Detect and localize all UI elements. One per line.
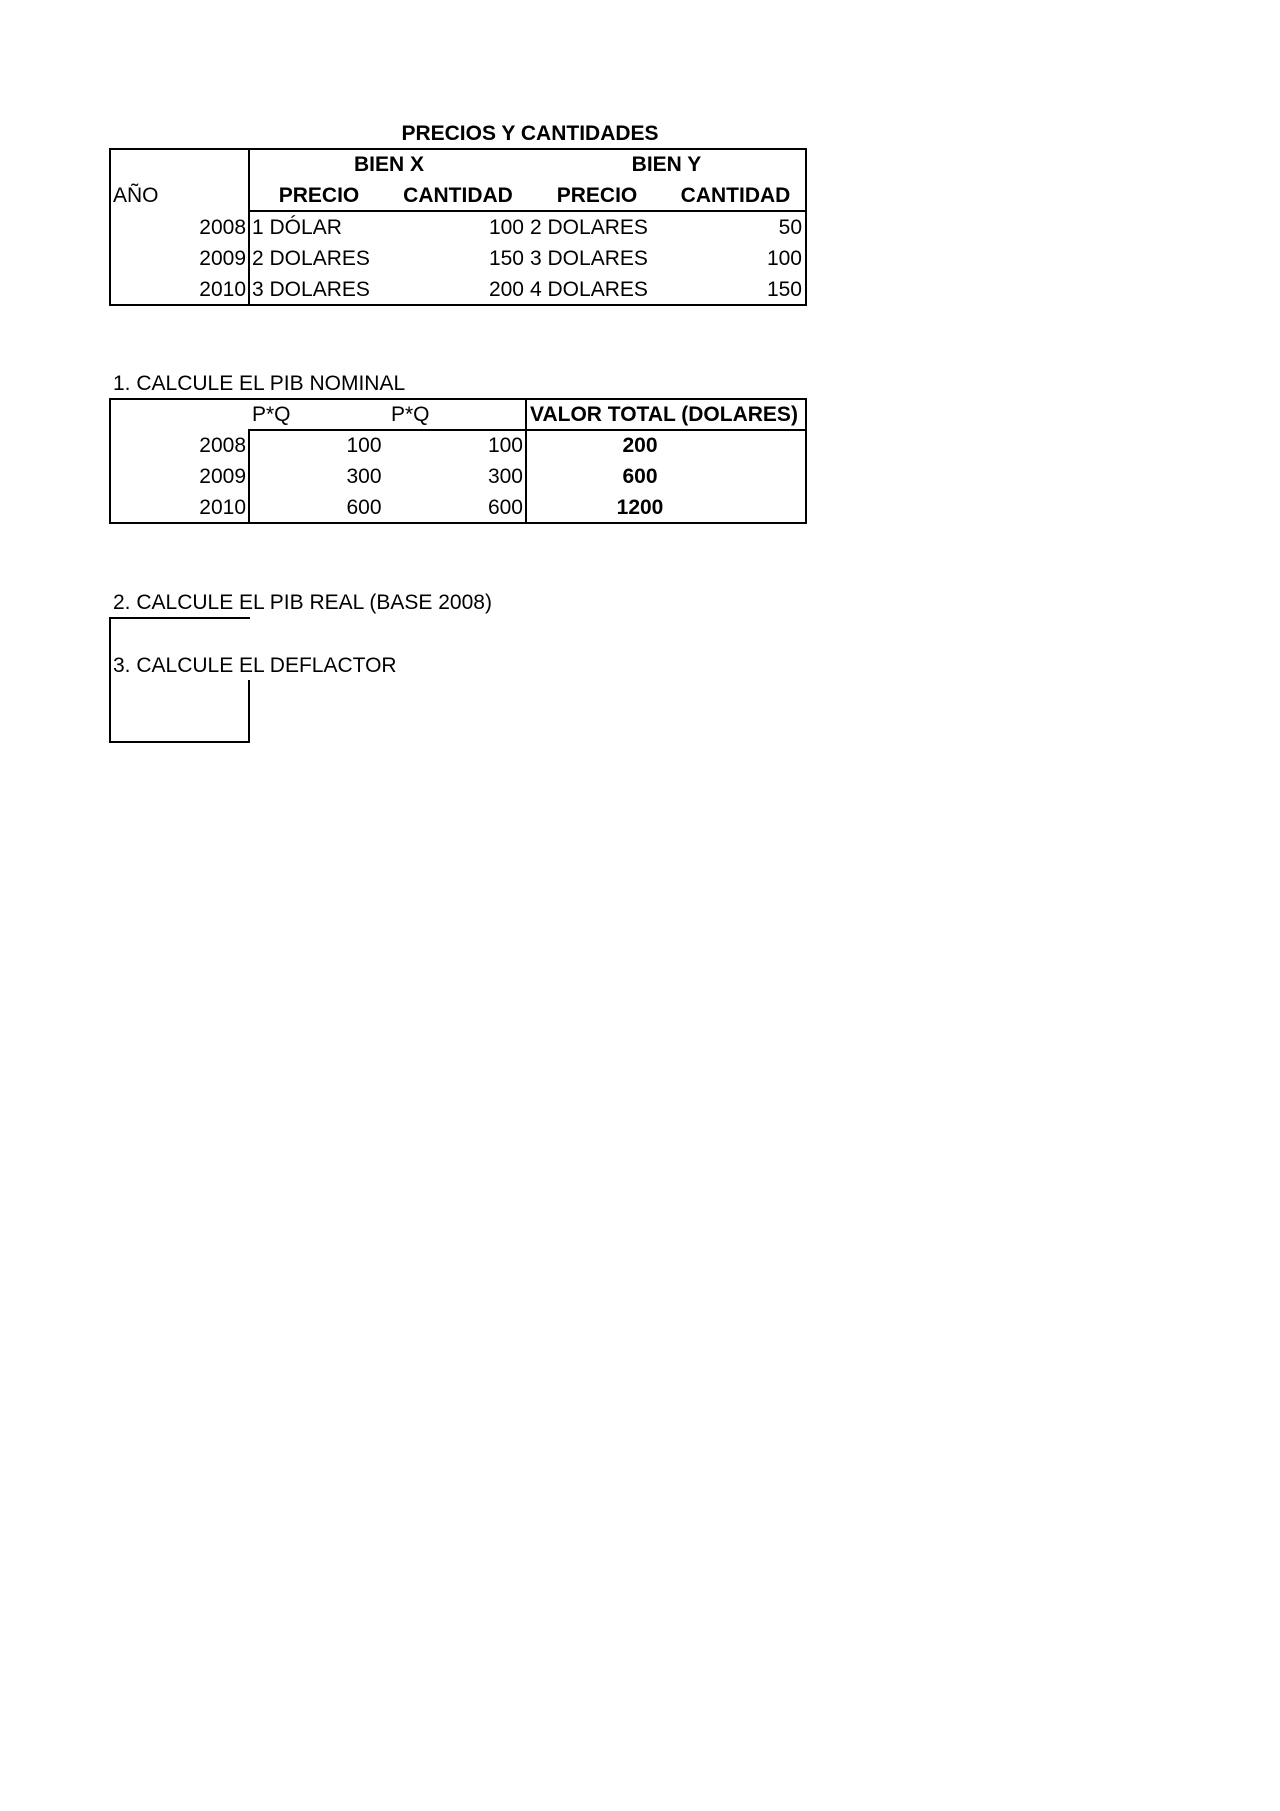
- col-header-cantidad-y: CANTIDAD: [680, 184, 791, 207]
- table2-year-cell: 2008: [199, 434, 246, 457]
- col-header-valor-total: VALOR TOTAL (DOLARES): [530, 403, 798, 426]
- table2-total-cell: 200: [622, 434, 658, 457]
- col-header-precio-y: PRECIO: [556, 184, 638, 207]
- table2-border-right: [805, 398, 807, 524]
- table1-x-price-cell: 1 DÓLAR: [252, 216, 342, 239]
- table1-y-price-cell: 3 DOLARES: [530, 247, 648, 270]
- table1-y-qty-cell: 100: [766, 247, 802, 270]
- table2-pq-y-cell: 100: [487, 434, 523, 457]
- section3-title: 3. CALCULE EL DEFLACTOR: [113, 654, 397, 677]
- table1-x-qty-cell: 100: [488, 216, 524, 239]
- col-header-pq-y: P*Q: [391, 403, 430, 426]
- table1-x-price-cell: 2 DOLARES: [252, 247, 370, 270]
- table1-year-cell: 2009: [199, 247, 246, 270]
- table1-border-right: [805, 148, 807, 306]
- section2-title: 2. CALCULE EL PIB REAL (BASE 2008): [113, 591, 492, 614]
- table2-total-cell: 1200: [616, 496, 664, 519]
- table2-pq-x-cell: 100: [346, 434, 382, 457]
- section2-box-left: [109, 617, 111, 743]
- group-header-bien-y: BIEN Y: [631, 153, 702, 176]
- group-header-bien-x: BIEN X: [353, 153, 424, 176]
- table1-x-price-cell: 3 DOLARES: [252, 278, 370, 301]
- col-header-cantidad-x: CANTIDAD: [403, 184, 513, 207]
- table2-pq-x-cell: 600: [346, 496, 382, 519]
- table1-y-price-cell: 2 DOLARES: [530, 216, 648, 239]
- section1-title: 1. CALCULE EL PIB NOMINAL: [113, 372, 406, 395]
- table1-y-qty-cell: 150: [766, 278, 802, 301]
- table2-pq-y-cell: 300: [487, 465, 523, 488]
- table1-year-cell: 2008: [199, 216, 246, 239]
- table1-y-qty-cell: 50: [778, 216, 802, 239]
- col-header-precio-x: PRECIO: [278, 184, 360, 207]
- section3-box-bottom: [109, 741, 250, 743]
- section3-box-right: [248, 680, 250, 743]
- table2-pq-y-cell: 600: [487, 496, 523, 519]
- section2-box-top: [109, 617, 250, 619]
- table2-pq-x-cell: 300: [346, 465, 382, 488]
- table2-year-cell: 2010: [199, 496, 246, 519]
- table1-border-left: [109, 148, 111, 306]
- table2-border-left: [109, 398, 111, 524]
- table1-title: PRECIOS Y CANTIDADES: [401, 122, 659, 145]
- table1-x-qty-cell: 200: [488, 278, 524, 301]
- col-header-pq-x: P*Q: [252, 403, 291, 426]
- row-header-ano: AÑO: [113, 184, 159, 207]
- table1-year-cell: 2010: [199, 278, 246, 301]
- table1-y-price-cell: 4 DOLARES: [530, 278, 648, 301]
- table2-year-cell: 2009: [199, 465, 246, 488]
- table1-x-qty-cell: 150: [488, 247, 524, 270]
- table2-total-cell: 600: [622, 465, 658, 488]
